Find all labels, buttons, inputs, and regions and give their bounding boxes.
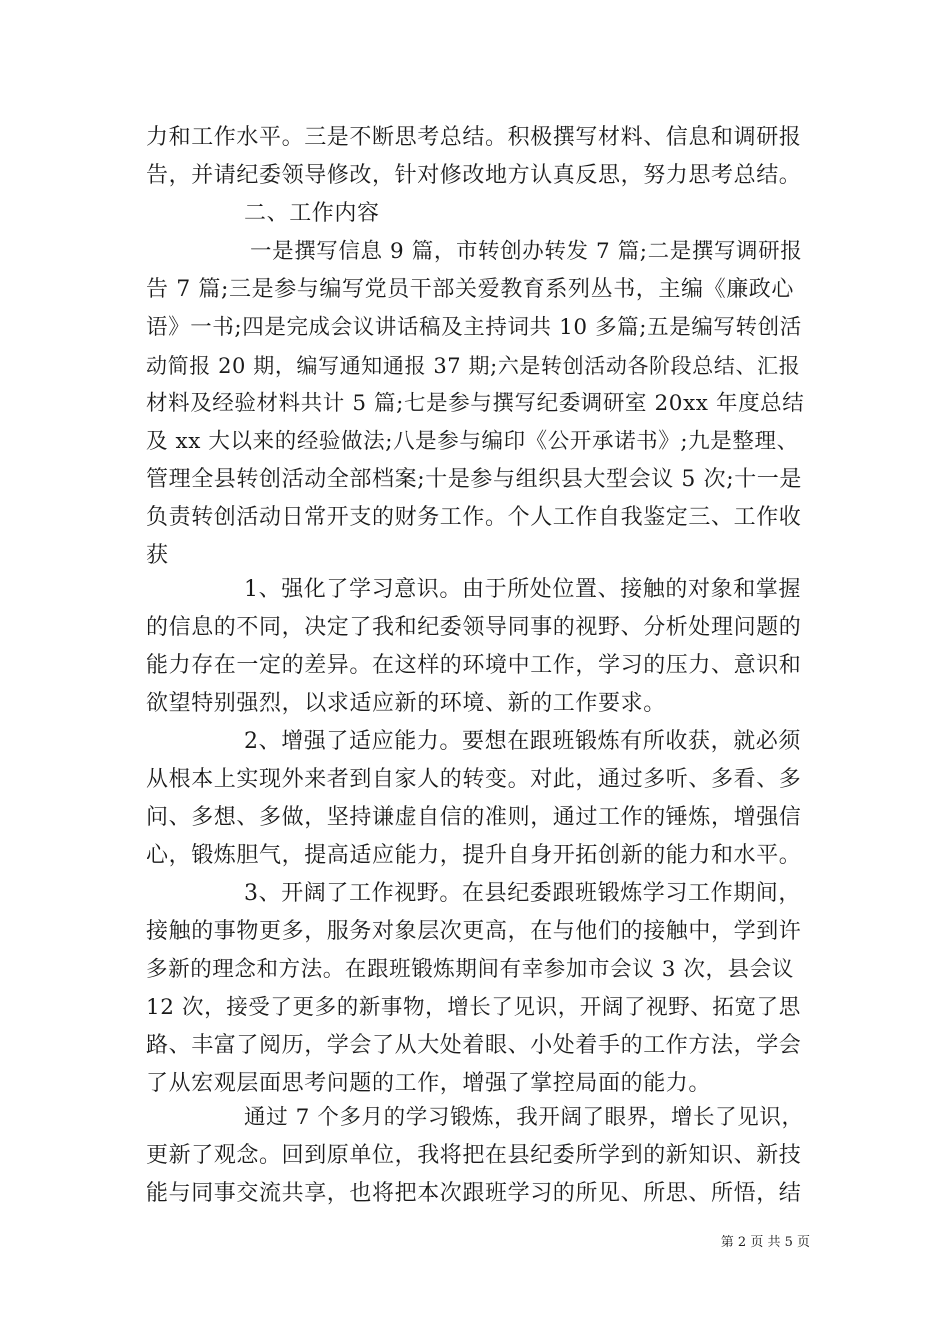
text-line: 力和工作水平。三是不断思考总结。积极撰写材料、信息和调研报 [146, 125, 802, 150]
text-line: 心，锻炼胆气，提高适应能力，提升自身开拓创新的能力和水平。 [146, 843, 802, 868]
text-line: 一是撰写信息 9 篇，市转创办转发 7 篇;二是撰写调研报 [250, 239, 803, 264]
text-line: 负责转创活动日常开支的财务工作。个人工作自我鉴定三、工作收 [146, 505, 802, 530]
page-number: 第 2 页 共 5 页 [720, 1235, 810, 1250]
text-line: 2、增强了适应能力。要想在跟班锻炼有所收获，就必须 [244, 729, 801, 754]
text-line: 能与同事交流共享，也将把本次跟班学习的所见、所思、所悟，结 [146, 1181, 802, 1206]
text-line: 告，并请纪委领导修改，针对修改地方认真反思，努力思考总结。 [146, 163, 802, 188]
text-line: 语》一书;四是完成会议讲话稿及主持词共 10 多篇;五是编写转创活 [146, 315, 802, 340]
text-line: 问、多想、多做，坚持谦虚自信的准则，通过工作的锤炼，增强信 [146, 805, 802, 830]
text-line: 管理全县转创活动全部档案;十是参与组织县大型会议 5 次;十一是 [146, 467, 803, 492]
text-line: 多新的理念和方法。在跟班锻炼期间有幸参加市会议 3 次，县会议 [146, 957, 794, 982]
text-line: 路、丰富了阅历，学会了从大处着眼、小处着手的工作方法，学会 [146, 1033, 802, 1058]
text-line: 更新了观念。回到原单位，我将把在县纪委所学到的新知识、新技 [146, 1143, 802, 1168]
text-line: 告 7 篇;三是参与编写党员干部关爱教育系列丛书，主编《廉政心 [146, 277, 794, 302]
text-line: 了从宏观层面思考问题的工作，增强了掌控局面的能力。 [146, 1071, 712, 1096]
text-line: 通过 7 个多月的学习锻炼，我开阔了眼界，增长了见识， [244, 1105, 804, 1130]
text-line: 1、强化了学习意识。由于所处位置、接触的对象和掌握 [244, 577, 801, 602]
text-line: 材料及经验材料共计 5 篇;七是参与撰写纪委调研室 20xx 年度总结 [146, 391, 805, 416]
text-line: 及 xx 大以来的经验做法;八是参与编印《公开承诺书》;九是整理、 [146, 429, 799, 454]
text-line: 从根本上实现外来者到自家人的转变。对此，通过多听、多看、多 [146, 767, 802, 792]
text-line: 能力存在一定的差异。在这样的环境中工作，学习的压力、意识和 [146, 653, 802, 678]
text-line: 获 [146, 543, 169, 568]
text-line: 3、开阔了工作视野。在县纪委跟班锻炼学习工作期间， [244, 881, 801, 906]
text-line: 动简报 20 期，编写通知通报 37 期;六是转创活动各阶段总结、汇报 [146, 354, 801, 378]
text-line: 接触的事物更多，服务对象层次更高，在与他们的接触中，学到许 [146, 919, 802, 944]
section-heading: 二、工作内容 [244, 201, 380, 226]
text-line: 12 次，接受了更多的新事物，增长了见识，开阔了视野、拓宽了思 [146, 995, 801, 1020]
text-line: 的信息的不同，决定了我和纪委领导同事的视野、分析处理问题的 [146, 615, 802, 640]
text-line: 欲望特别强烈，以求适应新的环境、新的工作要求。 [146, 691, 666, 716]
